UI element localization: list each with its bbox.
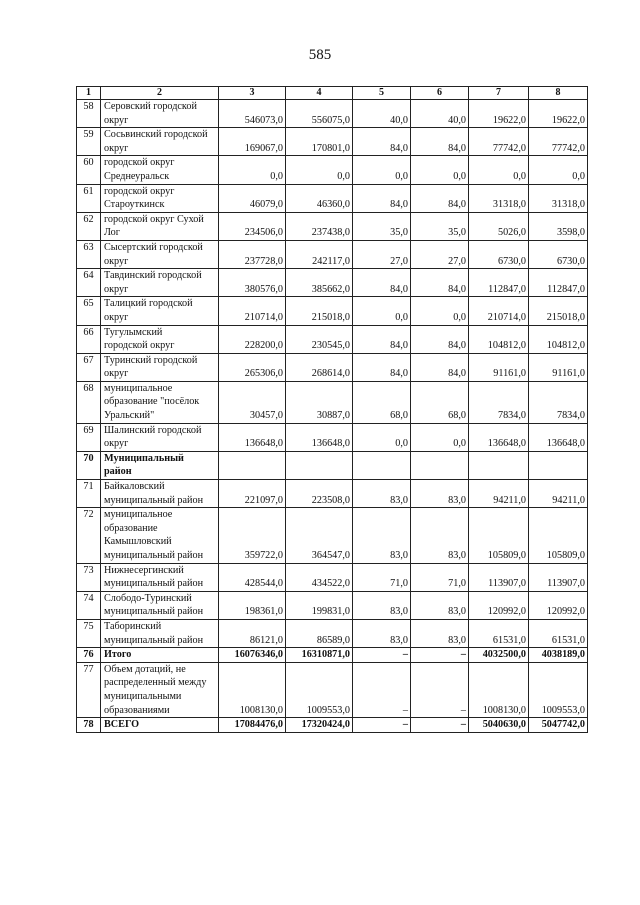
value-c7: 210714,0 <box>469 297 529 325</box>
value-c8: 7834,0 <box>529 381 588 423</box>
table-row <box>77 480 588 508</box>
value-c7: 113907,0 <box>469 563 529 591</box>
value-c4: 170801,0 <box>286 128 353 156</box>
value-c6: 84,0 <box>411 353 469 381</box>
value-c5: 0,0 <box>353 156 411 184</box>
name-line: Туринский городской <box>104 354 198 366</box>
value-c6: – <box>411 662 469 717</box>
row-number: 73 <box>77 563 101 591</box>
municipality-name <box>101 423 219 451</box>
name-line: образование <box>104 522 158 534</box>
value-c3: 359722,0 <box>219 508 286 563</box>
name-line: городской округ <box>104 185 175 197</box>
value-c4: 30887,0 <box>286 381 353 423</box>
name-line: муниципальный район <box>104 550 204 561</box>
table-row <box>77 619 588 647</box>
col-header-8: 8 <box>529 87 588 100</box>
value-c8 <box>529 451 588 479</box>
municipality-name <box>101 353 219 381</box>
col-header-7: 7 <box>469 87 529 100</box>
name-line: Сысертский городской <box>104 241 203 253</box>
value-c5: 83,0 <box>353 619 411 647</box>
row-number: 67 <box>77 353 101 381</box>
municipality-name <box>101 240 219 268</box>
value-c7 <box>469 451 529 479</box>
value-c4: 86589,0 <box>286 619 353 647</box>
value-c5: 0,0 <box>353 297 411 325</box>
table-row <box>77 451 588 479</box>
name-line: образование "посёлок <box>104 396 200 408</box>
data-table <box>76 86 588 733</box>
municipality-name <box>101 451 219 479</box>
name-line: распределенный между <box>104 677 207 689</box>
value-c3: 0,0 <box>219 156 286 184</box>
table-header-row <box>77 87 588 100</box>
value-c3: 17084476,0 <box>219 718 286 733</box>
value-c4: 237438,0 <box>286 212 353 240</box>
value-c7: 5026,0 <box>469 212 529 240</box>
col-header-1: 1 <box>77 87 101 100</box>
value-c8: 94211,0 <box>529 480 588 508</box>
municipality-name <box>101 325 219 353</box>
municipality-name <box>101 718 219 733</box>
row-number: 77 <box>77 662 101 717</box>
value-c3: 136648,0 <box>219 423 286 451</box>
name-line: округ <box>104 368 129 380</box>
value-c3: 169067,0 <box>219 128 286 156</box>
value-c3: 265306,0 <box>219 353 286 381</box>
row-number: 76 <box>77 648 101 663</box>
value-c5: 68,0 <box>353 381 411 423</box>
table-body <box>77 100 588 733</box>
value-c8: 31318,0 <box>529 184 588 212</box>
municipality-name <box>101 662 219 717</box>
value-c7: 19622,0 <box>469 100 529 128</box>
value-c4: 434522,0 <box>286 563 353 591</box>
table-row <box>77 563 588 591</box>
name-line: район <box>104 466 132 478</box>
value-c5: – <box>353 648 411 663</box>
page-number: 585 <box>308 47 332 63</box>
value-c8: 19622,0 <box>529 100 588 128</box>
name-line: образованиями <box>104 704 170 716</box>
value-c8: 77742,0 <box>529 128 588 156</box>
value-c6: 84,0 <box>411 184 469 212</box>
value-c3: 30457,0 <box>219 381 286 423</box>
value-c8: 91161,0 <box>529 353 588 381</box>
name-line: Сосьвинский городской <box>104 129 208 141</box>
municipality-name <box>101 563 219 591</box>
value-c5: 83,0 <box>353 591 411 619</box>
name-line: округ <box>104 114 129 126</box>
value-c6: 0,0 <box>411 156 469 184</box>
name-line: Итого <box>104 649 132 661</box>
value-c3: 46079,0 <box>219 184 286 212</box>
name-line: округ <box>104 142 129 154</box>
value-c6: 83,0 <box>411 591 469 619</box>
municipality-name <box>101 297 219 325</box>
municipality-name <box>101 128 219 156</box>
value-c8: 5047742,0 <box>529 718 588 733</box>
table-row <box>77 648 588 663</box>
value-c6: 35,0 <box>411 212 469 240</box>
table-row <box>77 100 588 128</box>
value-c6: 0,0 <box>411 297 469 325</box>
table-row <box>77 423 588 451</box>
value-c4: 136648,0 <box>286 423 353 451</box>
value-c3: 221097,0 <box>219 480 286 508</box>
name-line: Лог <box>104 227 120 239</box>
row-number: 59 <box>77 128 101 156</box>
name-line: муниципальный район <box>104 634 204 646</box>
name-line: Таборинский <box>104 620 162 632</box>
table-row <box>77 184 588 212</box>
table-row <box>77 128 588 156</box>
value-c5 <box>353 451 411 479</box>
municipality-name <box>101 156 219 184</box>
table-row <box>77 508 588 563</box>
col-header-4: 4 <box>286 87 353 100</box>
municipality-name <box>101 591 219 619</box>
table-row <box>77 269 588 297</box>
municipality-name <box>101 508 219 563</box>
value-c7: 104812,0 <box>469 325 529 353</box>
row-number: 63 <box>77 240 101 268</box>
value-c8: 6730,0 <box>529 240 588 268</box>
value-c7: 120992,0 <box>469 591 529 619</box>
value-c4: 215018,0 <box>286 297 353 325</box>
name-line: муниципальное <box>104 382 173 394</box>
name-line: Тавдинский городской <box>104 270 202 282</box>
table-row <box>77 353 588 381</box>
municipality-name <box>101 269 219 297</box>
name-line: городской округ Сухой <box>104 213 204 225</box>
value-c3: 86121,0 <box>219 619 286 647</box>
municipality-name <box>101 648 219 663</box>
table-row <box>77 156 588 184</box>
value-c5: 84,0 <box>353 353 411 381</box>
table-row <box>77 212 588 240</box>
name-line: Объем дотаций, не <box>104 663 186 675</box>
row-number: 70 <box>77 451 101 479</box>
value-c6: 68,0 <box>411 381 469 423</box>
value-c7: 105809,0 <box>469 508 529 563</box>
value-c8: 112847,0 <box>529 269 588 297</box>
name-line: ВСЕГО <box>104 719 140 731</box>
row-number: 72 <box>77 508 101 563</box>
value-c4: 1009553,0 <box>286 662 353 717</box>
value-c5: 84,0 <box>353 269 411 297</box>
municipality-name <box>101 100 219 128</box>
value-c8: 0,0 <box>529 156 588 184</box>
col-header-6: 6 <box>411 87 469 100</box>
municipality-name <box>101 184 219 212</box>
value-c3: 210714,0 <box>219 297 286 325</box>
value-c7: 94211,0 <box>469 480 529 508</box>
value-c3: 234506,0 <box>219 212 286 240</box>
name-line: Староуткинск <box>104 199 165 211</box>
value-c8: 215018,0 <box>529 297 588 325</box>
value-c8: 61531,0 <box>529 619 588 647</box>
value-c7: 91161,0 <box>469 353 529 381</box>
value-c4 <box>286 451 353 479</box>
value-c3: 380576,0 <box>219 269 286 297</box>
value-c5: 0,0 <box>353 423 411 451</box>
value-c6: 71,0 <box>411 563 469 591</box>
value-c7: 5040630,0 <box>469 718 529 733</box>
value-c6: 83,0 <box>411 480 469 508</box>
table-row <box>77 662 588 717</box>
value-c3: 546073,0 <box>219 100 286 128</box>
name-line: Нижнесергинский <box>104 564 184 576</box>
value-c6: 40,0 <box>411 100 469 128</box>
name-line: округ <box>104 283 129 295</box>
name-line: муниципальный район <box>104 494 204 506</box>
value-c8: 1009553,0 <box>529 662 588 717</box>
value-c6: 0,0 <box>411 423 469 451</box>
value-c7: 112847,0 <box>469 269 529 297</box>
value-c5: 84,0 <box>353 184 411 212</box>
value-c3 <box>219 451 286 479</box>
municipality-name <box>101 480 219 508</box>
value-c4: 268614,0 <box>286 353 353 381</box>
row-number: 64 <box>77 269 101 297</box>
table-row <box>77 240 588 268</box>
value-c8: 104812,0 <box>529 325 588 353</box>
value-c5: – <box>353 662 411 717</box>
municipality-name <box>101 381 219 423</box>
value-c3: 428544,0 <box>219 563 286 591</box>
value-c5: 71,0 <box>353 563 411 591</box>
value-c6: 84,0 <box>411 269 469 297</box>
value-c3: 237728,0 <box>219 240 286 268</box>
value-c5: 83,0 <box>353 508 411 563</box>
value-c6: 83,0 <box>411 619 469 647</box>
value-c8: 4038189,0 <box>529 648 588 663</box>
value-c5: 27,0 <box>353 240 411 268</box>
col-header-5: 5 <box>353 87 411 100</box>
name-line: Слободо-Туринский <box>104 592 192 604</box>
value-c3: 16076346,0 <box>219 648 286 663</box>
value-c4: 46360,0 <box>286 184 353 212</box>
name-line: муниципальный район <box>104 578 204 590</box>
row-number: 69 <box>77 423 101 451</box>
name-line: Тугулымский <box>104 326 163 338</box>
name-line: Серовский городской <box>104 101 197 112</box>
name-line: Среднеуральск <box>104 170 170 182</box>
name-line: городской округ <box>104 157 175 169</box>
name-line: муниципальный район <box>104 606 204 618</box>
value-c7: 1008130,0 <box>469 662 529 717</box>
value-c8: 136648,0 <box>529 423 588 451</box>
value-c7: 61531,0 <box>469 619 529 647</box>
row-number: 75 <box>77 619 101 647</box>
name-line: округ <box>104 311 129 323</box>
value-c3: 1008130,0 <box>219 662 286 717</box>
value-c4: 230545,0 <box>286 325 353 353</box>
municipality-name <box>101 619 219 647</box>
value-c6 <box>411 451 469 479</box>
value-c6: 84,0 <box>411 325 469 353</box>
row-number: 58 <box>77 100 101 128</box>
value-c5: 84,0 <box>353 325 411 353</box>
value-c3: 228200,0 <box>219 325 286 353</box>
name-line: муниципальное <box>104 509 173 521</box>
name-line: Камышловский <box>104 536 172 548</box>
name-line: округ <box>104 255 129 267</box>
row-number: 78 <box>77 718 101 733</box>
value-c4: 223508,0 <box>286 480 353 508</box>
table-row <box>77 591 588 619</box>
value-c8: 3598,0 <box>529 212 588 240</box>
value-c5: 83,0 <box>353 480 411 508</box>
row-number: 60 <box>77 156 101 184</box>
table-row <box>77 297 588 325</box>
row-number: 62 <box>77 212 101 240</box>
name-line: Шалинский городской <box>104 424 202 436</box>
row-number: 65 <box>77 297 101 325</box>
value-c4: 364547,0 <box>286 508 353 563</box>
value-c6: – <box>411 718 469 733</box>
row-number: 74 <box>77 591 101 619</box>
value-c4: 556075,0 <box>286 100 353 128</box>
name-line: округ <box>104 438 129 450</box>
name-line: Талицкий городской <box>104 298 193 310</box>
name-line: городской округ <box>104 340 175 352</box>
value-c7: 7834,0 <box>469 381 529 423</box>
col-header-3: 3 <box>219 87 286 100</box>
value-c6: 27,0 <box>411 240 469 268</box>
row-number: 66 <box>77 325 101 353</box>
value-c5: 84,0 <box>353 128 411 156</box>
value-c4: 199831,0 <box>286 591 353 619</box>
value-c4: 242117,0 <box>286 240 353 268</box>
value-c8: 120992,0 <box>529 591 588 619</box>
value-c3: 198361,0 <box>219 591 286 619</box>
value-c4: 16310871,0 <box>286 648 353 663</box>
value-c7: 136648,0 <box>469 423 529 451</box>
value-c8: 113907,0 <box>529 563 588 591</box>
row-number: 61 <box>77 184 101 212</box>
col-header-2: 2 <box>101 87 219 100</box>
name-line: Байкаловский <box>104 481 165 493</box>
row-number: 71 <box>77 480 101 508</box>
name-line: муниципальными <box>104 690 182 702</box>
table-row <box>77 381 588 423</box>
value-c7: 6730,0 <box>469 240 529 268</box>
value-c8: 105809,0 <box>529 508 588 563</box>
table-row <box>77 325 588 353</box>
municipality-name <box>101 212 219 240</box>
value-c7: 31318,0 <box>469 184 529 212</box>
name-line: Муниципальный <box>104 452 184 464</box>
value-c4: 385662,0 <box>286 269 353 297</box>
value-c5: 40,0 <box>353 100 411 128</box>
name-line: Уральский" <box>104 410 155 422</box>
value-c7: 0,0 <box>469 156 529 184</box>
value-c7: 4032500,0 <box>469 648 529 663</box>
table-row <box>77 718 588 733</box>
value-c6: 84,0 <box>411 128 469 156</box>
value-c6: 83,0 <box>411 508 469 563</box>
value-c4: 17320424,0 <box>286 718 353 733</box>
row-number: 68 <box>77 381 101 423</box>
value-c7: 77742,0 <box>469 128 529 156</box>
value-c6: – <box>411 648 469 663</box>
value-c5: – <box>353 718 411 733</box>
value-c5: 35,0 <box>353 212 411 240</box>
value-c4: 0,0 <box>286 156 353 184</box>
